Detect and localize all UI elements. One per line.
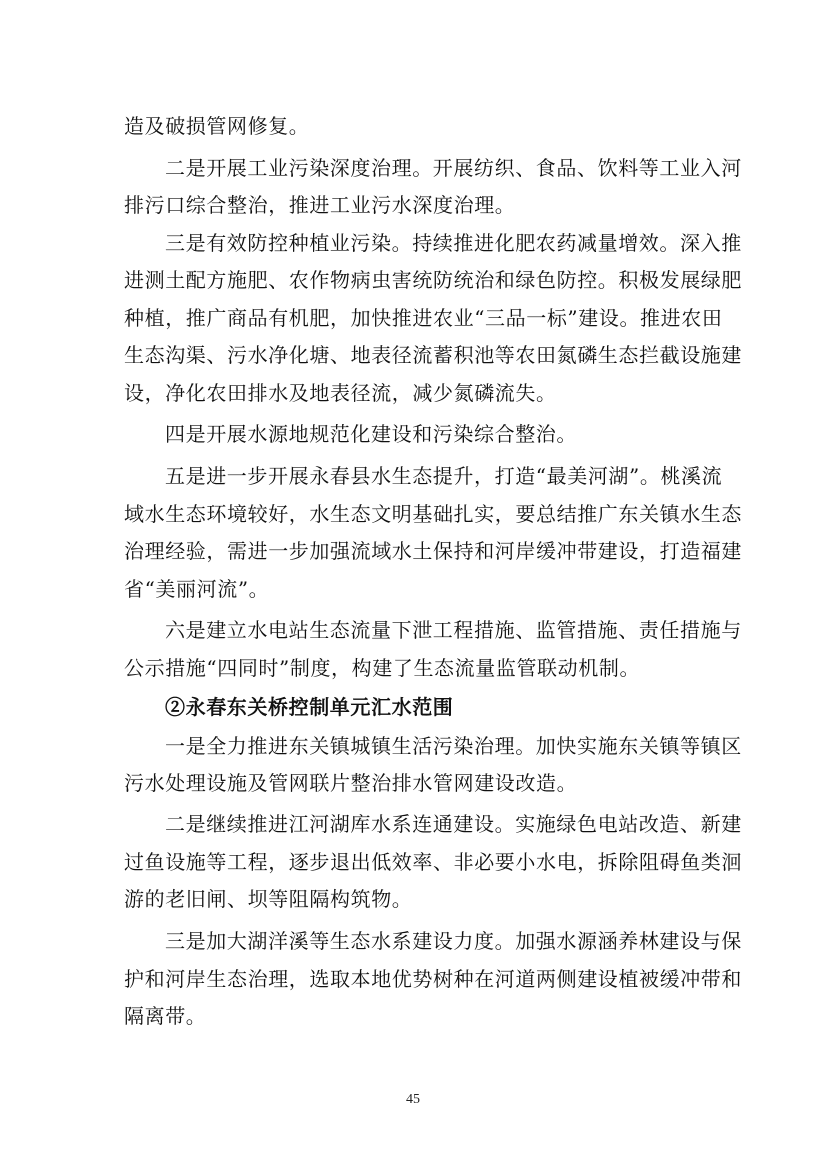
body-text-line: 生态沟渠、污水净化塘、地表径流蓄积池等农田氮磷生态拦截设施建 [124, 343, 742, 367]
body-text-line: 进测土配方施肥、农作物病虫害统防统治和绿色防控。积极发展绿肥 [124, 268, 742, 292]
paragraph-township-pollution: 一是全力推进东关镇城镇生活污染治理。加快实施东关镇等镇区 [165, 734, 742, 758]
body-text-line: 省“美丽河流”。 [124, 577, 270, 601]
body-text-line: 游的老旧闸、坝等阻隔构筑物。 [124, 887, 413, 911]
body-text-line: 护和河岸生态治理，选取本地优势树种在河道两侧建设植被缓冲带和 [124, 967, 742, 991]
body-text-line: 污水处理设施及管网联片整治排水管网建设改造。 [124, 771, 578, 795]
paragraph-water-ecology: 五是进一步开展永春县水生态提升，打造“最美河湖”。桃溪流 [165, 464, 723, 488]
body-text-line: 治理经验，需进一步加强流域水土保持和河岸缓冲带建设，打造福建 [124, 539, 742, 563]
body-text-line: 造及破损管网修复。 [124, 114, 310, 138]
paragraph-water-connectivity: 二是继续推进江河湖库水系连通建设。实施绿色电站改造、新建 [165, 812, 742, 836]
paragraph-planting-pollution: 三是有效防控种植业污染。持续推进化肥农药减量增效。深入推 [165, 231, 742, 255]
body-text-line: 域水生态环境较好，水生态文明基础扎实，要总结推广东关镇水生态 [124, 502, 742, 526]
paragraph-industrial-pollution: 二是开展工业污染深度治理。开展纺织、食品、饮料等工业入河 [165, 156, 742, 180]
page-number: 45 [406, 1092, 420, 1107]
body-text-line: 公示措施“四同时”制度，构建了生态流量监管联动机制。 [124, 656, 641, 680]
body-text-line: 种植，推广商品有机肥，加快推进农业“三品一标”建设。推进农田 [124, 306, 723, 330]
paragraph-hydropower-flow: 六是建立水电站生态流量下泄工程措施、监管措施、责任措施与 [165, 618, 742, 642]
body-text-line: 过鱼设施等工程，逐步退出低效率、非必要小水电，拆除阻碍鱼类洄 [124, 850, 742, 874]
body-text-line: 排污口综合整治，推进工业污水深度治理。 [124, 193, 516, 217]
body-text-line: 隔离带。 [124, 1004, 207, 1028]
body-text-line: 设，净化农田排水及地表径流，减少氮磷流失。 [124, 381, 557, 405]
paragraph-ecological-water-system: 三是加大湖洋溪等生态水系建设力度。加强水源涵养林建设与保 [165, 929, 742, 953]
paragraph-water-source: 四是开展水源地规范化建设和污染综合整治。 [165, 422, 577, 446]
section-heading: ②永春东关桥控制单元汇水范围 [165, 695, 454, 719]
